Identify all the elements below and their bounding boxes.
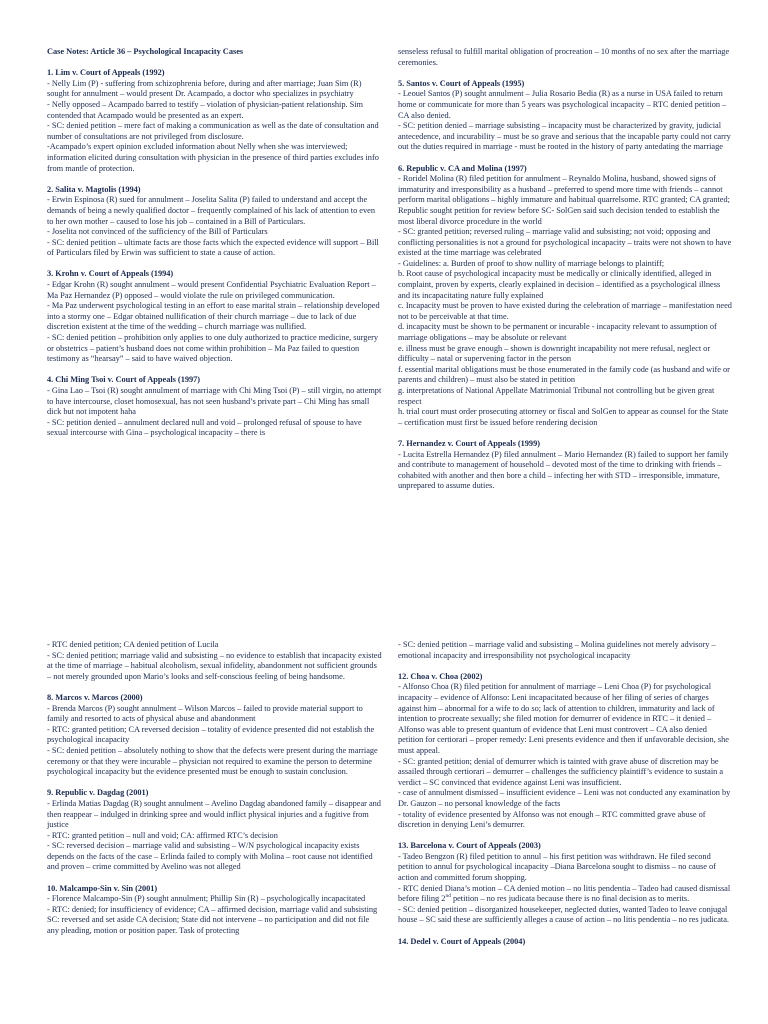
case-heading: 5. Santos v. Court of Appeals (1995) [398,78,525,88]
case-heading: 8. Marcos v. Marcos (2000) [47,692,143,702]
paragraph-spacer [398,661,733,672]
paragraph-spacer [47,682,382,693]
case-note-line: - Nelly Lim (P) - suffering from schizophrenia before, during and after marriage; Juan Sim (R) sought for annulment – would present Dr. Acampado, a doctor who specializes in psychiatry [47,78,362,99]
case-note-line: SC: reversed and set aside CA decision; State did not intervene – no participation and did not file any pleading, motion or position paper. Task of protecting [47,915,370,936]
paragraph-spacer [398,153,733,164]
case-note-line [398,884,733,905]
paragraph-spacer [47,873,382,884]
case-note-line: -Acampado’s expert opinion excluded information about Nelly when she was interviewed; information elicited during consultation with physician in the presence of third parties excludes info from mantle of protection. [47,142,379,173]
case-note-line: - SC: petition denied – marriage subsisting – incapacity must be characterized by gravity, judicial antecedence, and incurability – must be so grave and serious that the incapable party could not carry out the duties required in marriage - must be rooted in the history of party antedating the marriage [398,121,731,152]
case-note-line: b. Root cause of psychological incapacity must be medically or clinically identified, alleged in complaint, proven by experts, clearly explained in decision – identified as a psychological illness and its incapacitating nature fully explained [398,269,721,300]
case-note-line: - Nelly opposed – Acampado barred to testify – violation of physician-patient relationship. Sim contended that Acampado would be presented as an expert. [47,99,364,120]
column-bottom-right [398,640,733,947]
paragraph-spacer [398,831,733,842]
case-note-line: - totality of evidence presented by Alfonso was not enough – RTC committed grave abuse of discretion in denying Leni’s demurrer. [398,809,706,830]
case-note-line: - Lucita Estrella Hernandez (P) filed annulment – Mario Hernandez (R) failed to support her family and contribute to management of household – devoted most of the time to drinking with friends – cohabited with another and then bore a child – infecting her with STD – irresponsible, immature, unprepared to assume duties. [398,449,729,491]
column-top-left [47,47,382,439]
case-note-line: - SC: denied petition – mere fact of making a communication as well as the date of consultation and number of consultations are not privileged from disclosure. [47,121,379,141]
case-note-line: - SC: denied petition – absolutely nothing to show that the defects were present during the marriage ceremony or that they were incurable – physician not required to examine the person to determine psychological incapacity but the evidence presented must be enough to sustain conclusion. [47,745,378,777]
case-note-line: - Edgar Krohn (R) sought annulment – would present Confidential Psychiatric Evaluation Report – Ma Paz Hernandez (P) opposed – would violate the rule on privileged communication. [47,280,376,300]
paragraph-spacer [398,428,733,439]
case-note-line: - Tadeo Bengzon (R) filed petition to annul – his first petition was withdrawn. He filed second petition to annul for psychological incapacity –Diana Barcelona sought to dismiss – no cause of action and committed forum shopping. [398,851,716,883]
paragraph-spacer [47,259,382,270]
case-heading: 1. Lim v. Court of Appeals (1992) [47,68,165,78]
case-heading: 9. Republic v. Dagdag (2001) [47,788,149,798]
case-note-line: - SC: granted petition; reversed ruling – marriage valid and subsisting; not void; opposing and conflicting personalities is not a ground for psychological incapacity – traits were not shown to have existed at the time marriage was celebrated [398,227,732,258]
case-heading: 2. Salita v. Magtolis (1994) [47,184,141,194]
case-note-line: - Florence Malcampo-Sin (P) sought annulment; Phillip Sin (R) – psychologically incapacitated [47,894,366,904]
paragraph-spacer [398,68,733,79]
case-note-line: - RTC denied petition; CA denied petition of Lucila [47,640,219,649]
case-note-line: - Ma Paz underwent psychological testing in an effort to ease marital strain – relationship developed into a stormy one – Edgar obtained nullification of their church marriage – due to lack of due discretion existent at the time of the wedding – church marriage was nullified. [47,301,380,332]
paragraph-spacer [47,174,382,185]
case-note-line: - Joselita not convinced of the sufficiency of the Bill of Particulars [47,227,268,237]
case-note-line: - Roridel Molina (R) filed petition for annulment – Reynaldo Molina, husband, showed signs of immaturity and irresponsibility as a husband – preferred to spend more time with friends – cannot perform marital obligations – highly immature and habitual quarrelsome. RTC granted; CA granted; Republic sought petition for review before SC- SolGen said such decision tended to establish the most liberal divorce procedure in the world [398,174,730,226]
case-note-line: senseless refusal to fulfill marital obligation of procreation – 10 months of no sex after the marriage ceremonies. [398,47,730,67]
case-heading: 7. Hernandez v. Court of Appeals (1999) [398,438,540,448]
case-note-line: - SC: granted petition; denial of demurrer which is tainted with grave abuse of discretion may be assailed through certiorari – demurrer – challenges the sufficiency plaintiff’s evidence to sustain a verdict – SC convinced that evidence against Leni was insufficient. [398,756,724,787]
case-note-line: - Guidelines: a. Burden of proof to show nullity of marriage belongs to plaintiff; [398,258,665,268]
case-note-text: petition – no res judicata because there is no final decision as to merits. [450,894,690,904]
case-note-line: - SC: reversed decision – marriage valid and subsisting – W/N psychological incapacity exists depends on the facts of the case – Erlinda failed to comply with Molina – root cause not identified and proven – crime committed by Avelino was not alleged [47,841,373,872]
case-heading: 4. Chi Ming Tsoi v. Court of Appeals (1997) [47,375,201,385]
case-note-line: - Brenda Marcos (P) sought annulment – Wilson Marcos – failed to provide material support to family and resorted to acts of physical abuse and abandonment [47,703,363,724]
case-heading: 12. Choa v. Choa (2002) [398,671,483,681]
case-note-line: - SC: denied petition – prohibition only applies to one duly authorized to practice medicine, surgery or obstetrics – patient’s husband does not come within prohibition – Ma Paz failed to question testimony as “hearsay” – said to have waived objection. [47,333,379,364]
paragraph-spacer [398,926,733,937]
case-heading: 14. Dedel v. Court of Appeals (2004) [398,936,526,946]
case-heading: 10. Malcampo-Sin v. Sin (2001) [47,883,158,893]
case-note-line: - SC: petition denied – annulment declared null and void – prolonged refusal of spouse to have sexual intercourse with Gina – psychological incapacity – there is [47,417,362,438]
case-note-line: - case of annulment dismissed – insufficient evidence – Leni was not conducted any examination by Dr. Gauzon – no personal knowledge of the facts [398,788,731,808]
case-note-line: g. interpretations of National Appellate Matrimonial Tribunal not controlling but be given great respect [398,386,715,406]
case-note-line: - Erlinda Matias Dagdag (R) sought annulment – Avelino Dagdag abandoned family – disappear and then reappear – indulged in drinking spree and would inflict physical injuries and a fugitive from justice [47,798,381,830]
case-note-line: - SC: denied petition – disorganized housekeeper, neglected duties, wanted Tadeo to leave conjugal house – SC said these are sufficiently alleges a cause of action – no litis pendentia – no res judicata. [398,904,729,925]
case-note-line: d. incapacity must be shown to be permanent or incurable - incapacity relevant to assumption of marriage obligations – may be absolute or relevant [398,322,717,343]
case-note-line: h. trial court must order prosecuting attorney or fiscal and SolGen to appear as counsel for the State – certification must first be issued before rendering decision [398,407,729,427]
case-note-line: - Leouel Santos (P) sought annulment – Julia Rosario Bedia (R) as a nurse in USA failed to return home or communicate for more than 5 years was psychological incapacity – RTC denied petition – CA also denied. [398,89,727,120]
case-heading: 6. Republic v. CA and Molina (1997) [398,163,527,173]
case-note-line: - Gina Lao – Tsoi (R) sought annulment of marriage with Chi Ming Tsoi (P) – still virgin, no attempt to have intercourse, closet homosexual, has not seen husband’s private part – Chi Ming has small dick but not impotent haha [47,386,382,417]
column-bottom-left [47,640,382,937]
ordinal-superscript: nd [445,893,451,900]
case-note-line: - Erwin Espinosa (R) sued for annulment – Joselita Salita (P) failed to understand and accept the demands of being a newly qualified doctor – frequently complained of his lack of attention to even to her own mother – caused to lose his job – contained in a Bill of Particulars. [47,195,375,226]
case-note-line: c. Incapacity must be proven to have existed during the celebration of marriage – manifestation need not to be perceivable at that time. [398,301,732,321]
document-title: Case Notes: Article 36 – Psychological Incapacity Cases [47,47,244,56]
case-note-line: - RTC: granted petition; CA reversed decision – totality of evidence presented did not establish the psychological incapacity [47,724,375,745]
case-note-line: - RTC: granted petition – null and void; CA: affirmed RTC’s decision [47,830,278,840]
case-heading: 13. Barcelona v. Court of Appeals (2003) [398,841,541,851]
case-note-line: - RTC: denied; for insufficiency of evidence; CA – affirmed decision, marriage valid and subsisting [47,904,378,914]
case-note-line: - SC: denied petition; marriage valid and subsisting – no evidence to establish that incapacity existed at the time of marriage – habitual alcoholism, sexual infidelity, abandonment not sufficient grounds – not merely grounded upon Mario’s looks and self-conscious feeling of being handsome. [47,650,382,681]
paragraph-spacer [47,778,382,789]
paragraph-spacer [47,365,382,376]
column-top-right [398,47,733,492]
case-note-line: - SC: denied petition – ultimate facts are those facts which the expected evidence will support – Bill of Particulars filed by Erwin was sufficient to state a cause of action. [47,237,379,258]
case-note-line: - SC: denied petition – marriage valid and subsisting – Molina guidelines not merely advisory – emotional incapacity and irresponsibility not psychological incapacity [398,640,716,660]
case-note-text: - RTC denied Diana’s motion – CA denied motion – no litis pendentia – Tadeo had caused dismissal before filing 2 [398,883,731,904]
case-heading: 3. Krohn v. Court of Appeals (1994) [47,269,174,279]
case-note-line: - Alfonso Choa (R) filed petition for annulment of marriage – Leni Choa (P) for psychological incapacity – evidence of Alfonso: Leni incapacitated because of her filing of series of charges against him – abnormal for a wife to do so; lack of attention to children, immaturity and lack of intention to procreate sexually; she filed motion for demurrer of evidence in RTC – it denied – Alfonso was able to present quantum of evidence that Leni must controvert – CA also denied petition for certiorari – proper remedy: Leni presents evidence and then if unfavorable decision, she must appeal. [398,682,729,755]
page-bottom-half [0,512,768,1024]
case-note-line: e. illness must be grave enough – shown is downright incapability not mere refusal, neglect or difficulty – natal or supervening factor in the person [398,343,711,364]
case-note-line: f. essential marital obligations must be those enumerated in the family code (as husband and wife or parents and children) – must also be stated in petition [398,364,730,385]
